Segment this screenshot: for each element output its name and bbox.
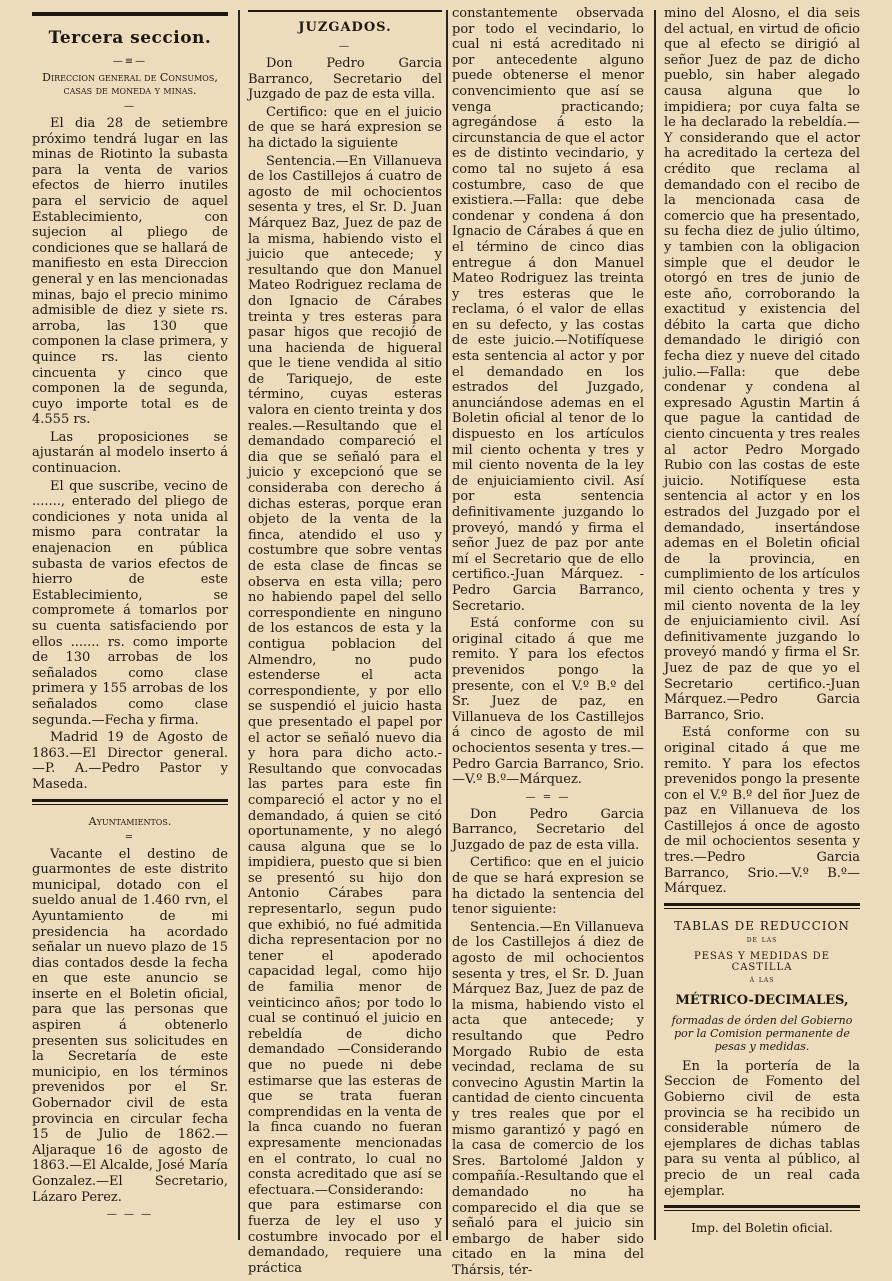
ornament: — bbox=[339, 41, 351, 52]
column-2 bbox=[248, 6, 442, 1278]
paragraph: Está conforme con su original citado á que me remito. Y para los efectos prevenidos pongo la presente, con el V.º B.º del Sr. Juez de paz, en Villanueva de los Castillejos á cinco de agosto de mil ochocientos sesenta y tres.—Pedro Garcia Barranco, Srio. —V.º B.º—Márquez. bbox=[452, 616, 644, 788]
paragraph: Está conforme con su original citado á que me remito. Y para los efectos prevenidos pongo la presente con el V.º B.º del ñor Juez de paz en Villanueva de los Castillejos á once de agosto de mil ochocientos sesenta y tres.—Pedro Garcia Barranco, Srio.—V.º B.º—Márquez. bbox=[664, 725, 860, 897]
paragraph: En la portería de la Seccion de Fomento del Gobierno civil de esta provincia se ha recibido un considerable número de ejemplares de dichas tablas para su venta al público, al precio de un real cada ejemplar. bbox=[664, 1058, 860, 1199]
ornament: — = — bbox=[525, 791, 571, 803]
direccion-heading: Direccion general de Consumos, casas de moneda y minas. bbox=[42, 71, 218, 97]
column-rule bbox=[654, 10, 656, 1240]
top-rule bbox=[248, 10, 442, 12]
paragraph: mino del Alosno, el dia seis del actual, en virtud de oficio que al efecto se dirigió al señor Juez de paz de dicho pueblo, sin haber alegado causa alguna que lo impidiera; por cuya falta se le ha declarado la rebeldía.—Y considerando que el actor ha acreditado la certeza del crédito que reclama al demandado con el recibo de la mencionada casa de comercio que ha presentado, su fecha diez de julio último, y tambien con la obligacion simple que el deudor le otorgó en tres de junio de este año, corroborando la exactitud y existencia del débito la carta que dicho demandado le dirigió con fecha diez y nueve del citado julio.—Falla: que debe condenar y condena al expresado Agustin Martin á que pague la cantidad de ciento cincuenta y tres reales al actor Pedro Morgado Rubio con las costas de este juicio. Notifíquese esta sentencia al actor y en los estrados del Juzgado por el demandado, insertándose ademas en el Boletin oficial de la provincia, en cumplimiento de los artículos mil ciento ochenta y tres y mil ciento noventa de la ley de enjuiciamiento civil. Así definitivamente juzgando lo proveyó mandó y firma el Sr. Juez de paz de que yo el Secretario certifico.-Juan Márquez.—Pedro Garcia Barranco, Srio. bbox=[664, 6, 860, 723]
column-4 bbox=[664, 6, 860, 1235]
ad-title: PESAS Y MEDIDAS DE CASTILLA bbox=[693, 950, 830, 973]
paragraph: constantemente observada por todo el vecindario, lo cual ni está acreditado ni por antecedente alguno puede obtenerse el menor convencimiento que así se venga practicando; agregándose á esto la circunstancia de que el actor es de distinto vecindario, y como tal no sujeto á esa costumbre, caso de que existiera.—Falla: que debe condenar y condena á don Ignacio de Cárabes á que en el término de cinco dias entregue á don Manuel Mateo Rodriguez las treinta y tres esteras que le reclama, ó el valor de ellas en su defecto, y las costas de este juicio.—Notifíquese esta sentencia al actor y por el demandado en los estrados del Juzgado, anunciándose ademas en el Boletin oficial al tenor de lo dispuesto en los artículos mil ciento ochenta y tres y mil ciento noventa de la ley de enjuiciamiento civil. Así por esta sentencia definitivamente juzgando lo proveyó, mandó y firma el señor Juez de paz por ante mí el Secretario que de ello certifico.-Juan Márquez. -Pedro Garcia Barranco, Secretario. bbox=[452, 6, 644, 614]
column-rule bbox=[446, 10, 448, 1240]
section-divider bbox=[664, 903, 860, 909]
paragraph: Sentencia.—En Villanueva de los Castillejos á cuatro de agosto de mil ochocientos sesenta y tres, el Sr. D. Juan Márquez Baz, Juez de paz de la misma, habiendo visto el juicio que antecede; y resultando que don Manuel Mateo Rodriguez reclama de don Ignacio de Cárabes treinta y tres esteras para pasar higos que recojió de una hacienda de higueral que le tiene vendida al sitio de Tariquejo, de este término, cuyas esteras valora en ciento treinta y dos reales.—Resultando que el demandado compareció el dia que se señaló para el juicio y excepcionó que se consideraba con derecho á dichas esteras, porque eran objeto de la venta de la finca, atendido el uso y costumbre que sobre ventas de esta clase de fincas se observa en esta villa; pero no habiendo papel del sello correspondiente en ninguno de los estancos de esta y la contigua poblacion del Almendro, no pudo estenderse el acta correspondiente, y por ello se suspendió el juicio hasta que presentado el papel por el actor se señaló nuevo dia y hora para dicho acto.-Resultando que convocadas las partes para este fin compareció el actor y no el demandado, á quien se citó oportunamente, y no alegó causa alguna que se lo impidiera, puesto que si bien se presentó su hijo don Antonio Cárabes para representarlo, segun pudo que exhibió, no fué admitida dicha representacion por no tener el apoderado capacidad legal, como hijo de familia menor de veinticinco años; por todo lo cual se continuó el juicio en rebeldía de dicho demandado —Considerando que no puede ni debe estimarse que las esteras de que se trata fueran comprendidas en la venta de la finca cuando no fueran expresamente mencionadas en el contrato, lo cual no consta acreditado que así se efectuara.—Considerando: que para estimarse con fuerza de ley el uso y costumbre invocado por el demandado, requiere una práctica bbox=[248, 153, 442, 1276]
top-rule bbox=[32, 12, 228, 16]
ornament: = bbox=[124, 831, 136, 843]
paragraph: El que suscribe, vecino de ......., enterado del pliego de condiciones y nota unida al mismo para contratar la enajenacion en pública subasta de varios efectos de hierro de este Establecimiento, se compromete á tomarlos por su cuenta satisfaciendo por ellos ....... rs. como importe de 130 arrobas de los señalados como clase primera y 155 arrobas de los señalados como clase segunda.—Fecha y firma. bbox=[32, 478, 228, 728]
ayuntamientos-heading: Ayuntamientos. bbox=[88, 814, 172, 828]
paragraph: Sentencia.—En Villanueva de los Castillejos á diez de agosto de mil ochocientos sesenta y tres, el Sr. D. Juan Márquez Baz, Juez de paz de la misma, habiendo visto el acta que antecede; y resultando que Pedro Morgado Rubio de esta vecindad, reclama de su convecino Agustin Martin la cantidad de ciento cincuenta y tres reales que por el mismo garantizó y pagó en la casa de comercio de los Sres. Bartolomé Jaldon y compañía.-Resultando que el demandado no ha comparecido el dia que se señaló para el juicio sin embargo de haber sido citado en la mina del Thársis, tér- bbox=[452, 919, 644, 1278]
paragraph: Certifico: que en el juicio de que se hará expresion se ha dictado la siguiente bbox=[248, 104, 442, 151]
juzgados-heading: JUZGADOS. bbox=[298, 20, 392, 35]
ad-title-main: MÉTRICO-DECIMALES, bbox=[675, 992, 849, 1008]
bottom-rule bbox=[664, 1205, 860, 1211]
ornament: — — — bbox=[106, 1209, 154, 1221]
footer-imprint: Imp. del Boletin oficial. bbox=[691, 1221, 833, 1236]
paragraph: El dia 28 de setiembre próximo tendrá lugar en las minas de Riotinto la subasta para la venta de varios efectos de hierro inutiles para el servicio de aquel Establecimiento, con sujecion al pliego de condiciones que se hallará de manifiesto en esta Direccion general y en las mencionadas minas, bajo el precio minimo admisible de diez y siete rs. arroba, las 130 que componen la clase primera, y quince rs. las ciento cincuenta y cinco que componen la de segunda, cuyo importe total es de 4.555 rs. bbox=[32, 116, 228, 428]
ad-subtitle: formadas de órden del Gobierno por la Comision permanente de pesas y medidas. bbox=[671, 1013, 853, 1053]
ad-title: TABLAS DE REDUCCION bbox=[674, 918, 850, 933]
column-3 bbox=[452, 6, 644, 1281]
ornament: —≡— bbox=[112, 56, 148, 67]
section-divider bbox=[32, 799, 228, 805]
ad-title-small: á las bbox=[749, 974, 775, 985]
ornament: — bbox=[124, 101, 136, 112]
ad-title-small: de las bbox=[746, 934, 778, 945]
paragraph: Madrid 19 de Agosto de 1863.—El Director general. —P. A.—Pedro Pastor y Maseda. bbox=[32, 730, 228, 792]
paragraph: Certifico: que en el juicio de que se hará expresion se ha dictado la sentencia del tenor siguiente: bbox=[452, 855, 644, 918]
paragraph: Las proposiciones se ajustarán al modelo inserto á continuacion. bbox=[32, 429, 228, 477]
paragraph: Vacante el destino de guarmontes de este distrito municipal, dotado con el sueldo anual de 1.460 rvn, el Ayuntamiento de mi presidencia ha acordado señalar un nuevo plazo de 15 dias contados desde la fecha en que este anuncio se inserte en el Boletin oficial, para que las personas que aspiren á obtenerlo presenten sus solicitudes en la Secretaría de este municipio, en los términos prevenidos por el Sr. Gobernador civil de esta provincia en circular fecha 15 de Julio de 1862.—Aljaraque 16 de agosto de 1863.—El Alcalde, José María Gonzalez.—El Secretario, Lázaro Perez. bbox=[32, 846, 228, 1205]
paragraph: Don Pedro Garcia Barranco, Secretario del Juzgado de paz de esta villa. bbox=[452, 806, 644, 853]
column-1 bbox=[32, 6, 228, 1224]
column-rule bbox=[238, 10, 240, 1240]
section-title: Tercera seccion. bbox=[48, 28, 212, 48]
paragraph: Don Pedro Garcia Barranco, Secretario del Juzgado de paz de esta villa. bbox=[248, 56, 442, 103]
